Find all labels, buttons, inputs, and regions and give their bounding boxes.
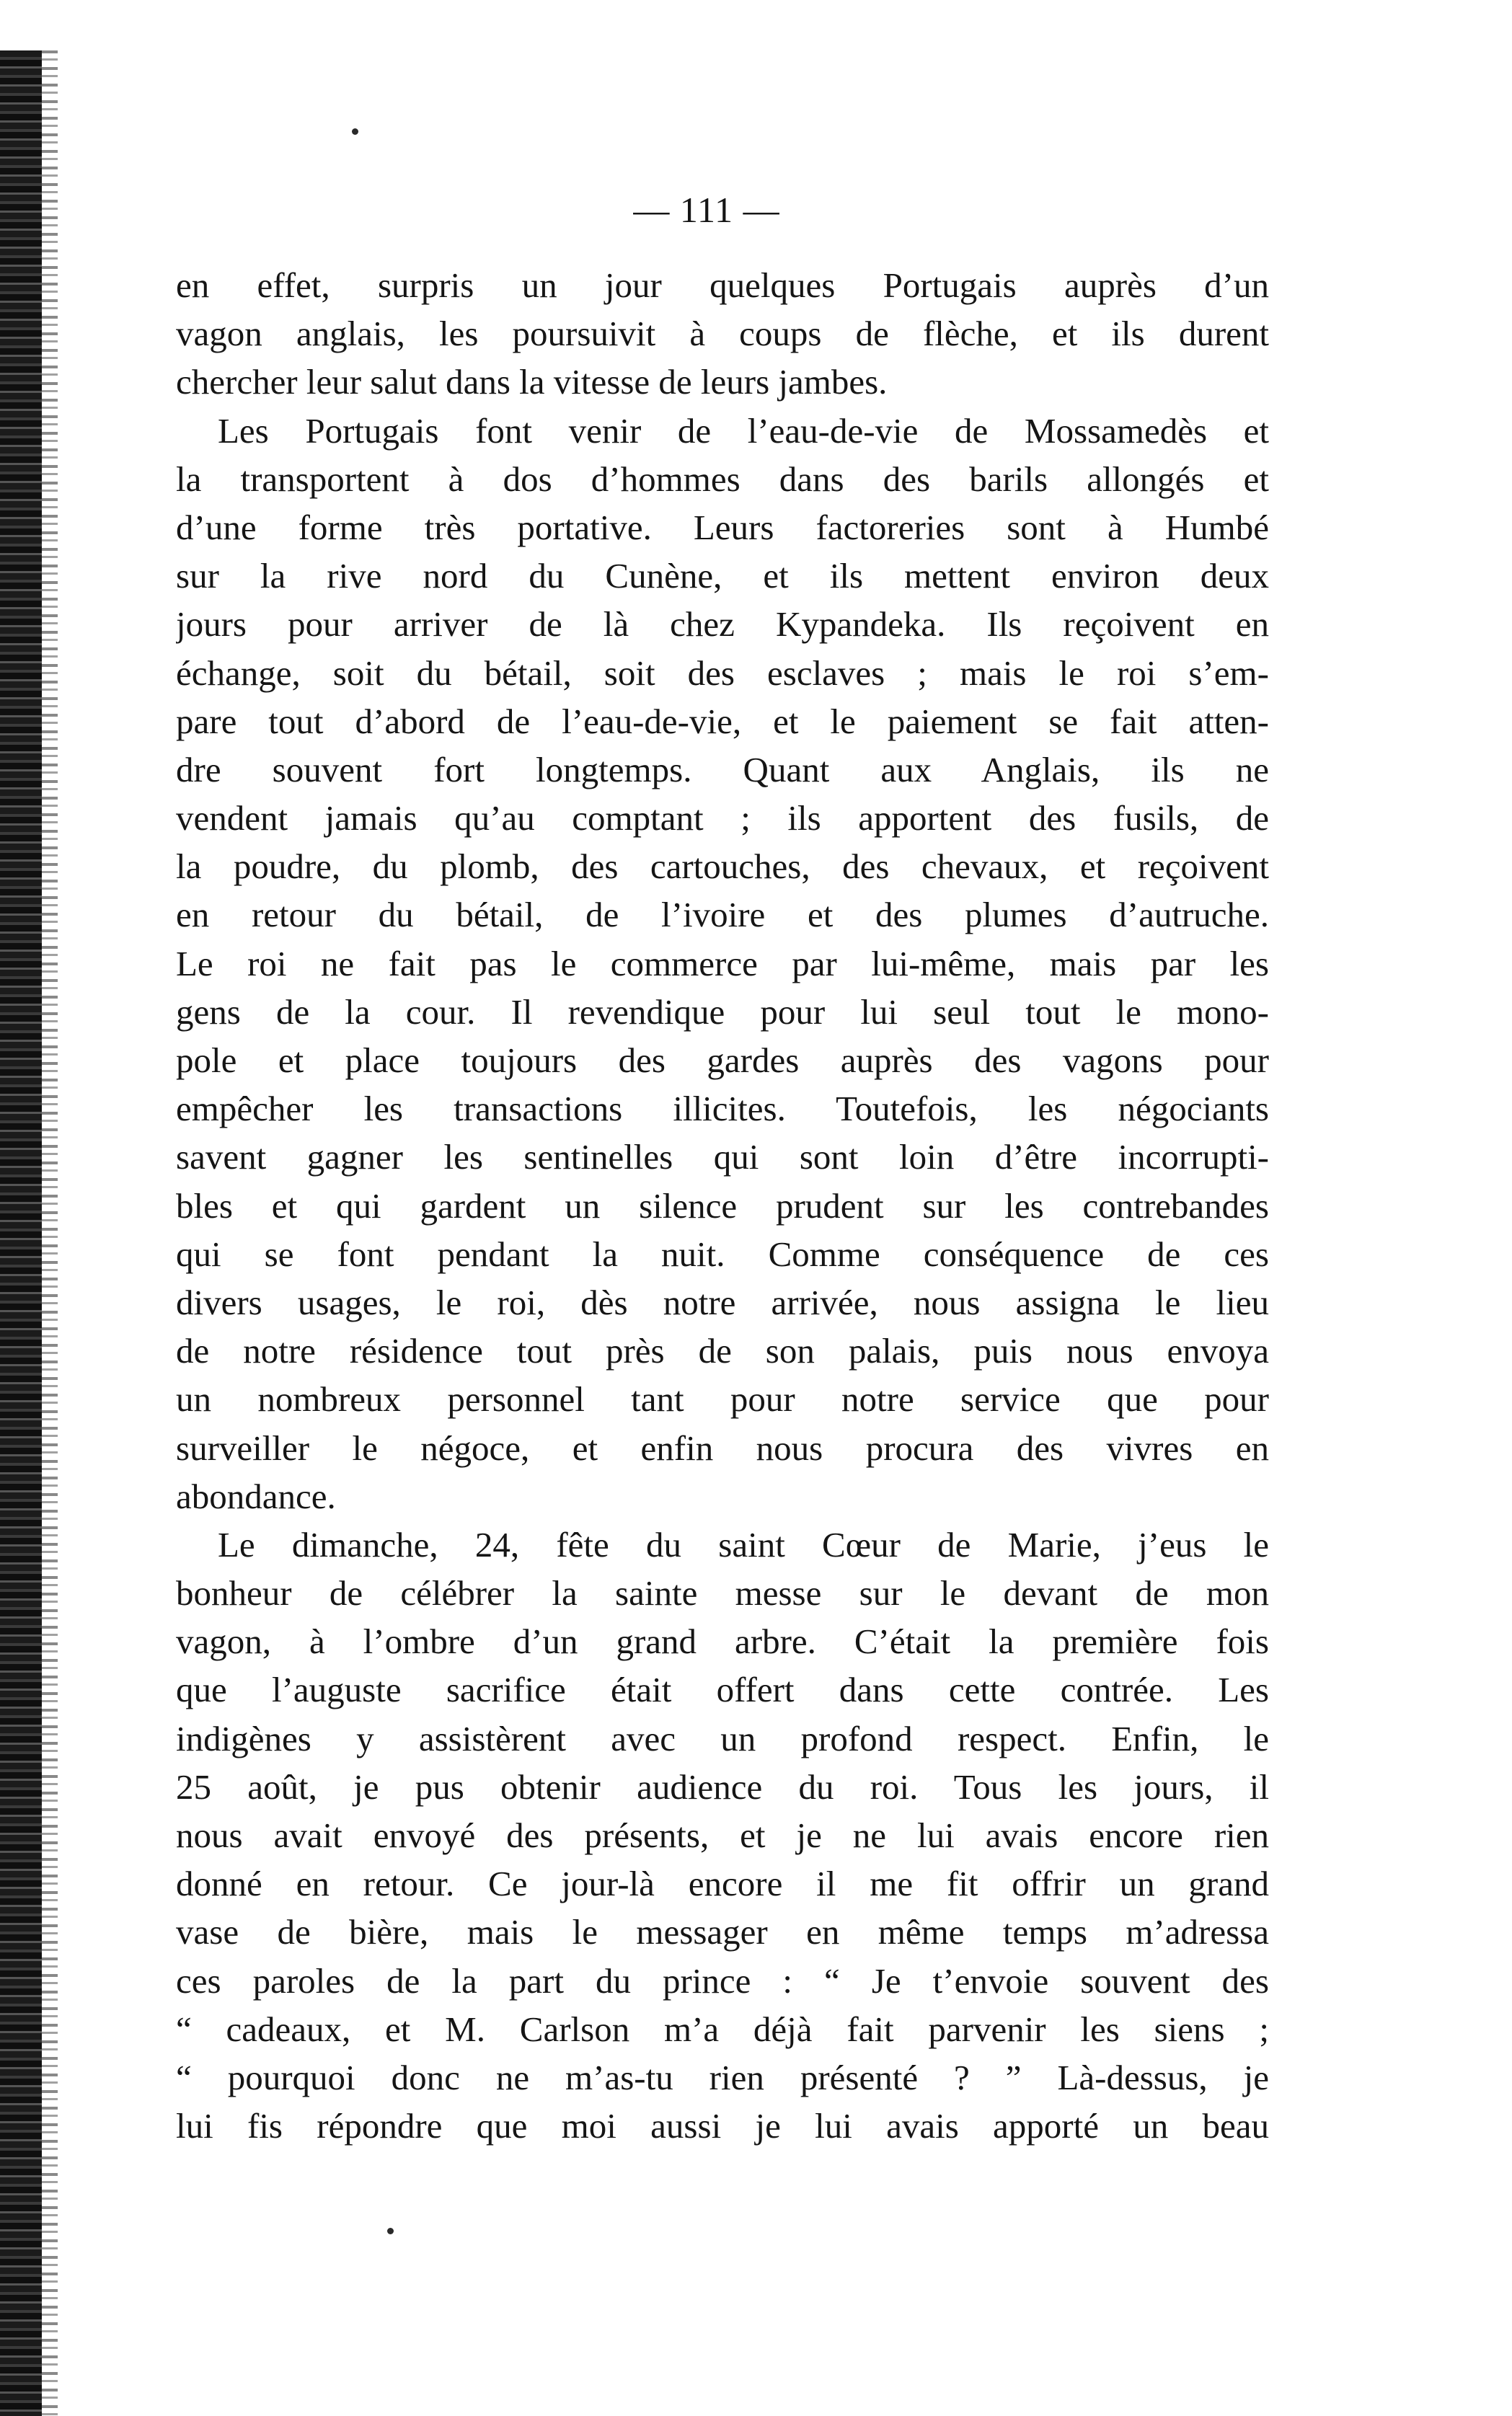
text-line: Le roi ne fait pas le commerce par lui-même, mais par les (176, 943, 1269, 983)
text-line: surveiller le négoce, et enfin nous procura des vivres en (176, 1428, 1269, 1468)
text-line: que l’auguste sacrifice était offert dans cette contrée. Les (176, 1670, 1269, 1710)
text-line: “ pourquoi donc ne m’as-tu rien présenté ? ” Là-dessus, je (176, 2057, 1269, 2097)
text-line: vagon anglais, les poursuivit à coups de flèche, et ils durent (176, 314, 1269, 354)
text-line: chercher leur salut dans la vitesse de leurs jambes. (176, 362, 888, 402)
ink-speck (387, 2228, 394, 2234)
text-line: d’une forme très portative. Leurs factoreries sont à Humbé (176, 507, 1269, 547)
text-line: pole et place toujours des gardes auprès des vagons pour (176, 1040, 1269, 1080)
body-text (176, 261, 1269, 2150)
text-line: vase de bière, mais le messager en même temps m’adressa (176, 1912, 1269, 1952)
ink-speck (352, 128, 358, 135)
paragraph-start-line: Le dimanche, 24, fête du saint Cœur de Marie, j’eus le (218, 1524, 1269, 1565)
text-line: en effet, surpris un jour quelques Portugais auprès d’un (176, 265, 1269, 305)
text-line: indigènes y assistèrent avec un profond respect. Enfin, le (176, 1718, 1269, 1758)
text-line: divers usages, le roi, dès notre arrivée, nous assigna le lieu (176, 1282, 1269, 1322)
text-line: en retour du bétail, de l’ivoire et des plumes d’autruche. (176, 895, 1269, 935)
text-line: donné en retour. Ce jour-là encore il me fit offrir un grand (176, 1864, 1269, 1904)
text-line: vendent jamais qu’au comptant ; ils apportent des fusils, de (176, 798, 1269, 838)
text-line: sur la rive nord du Cunène, et ils mettent environ deux (176, 556, 1269, 596)
text-line: savent gagner les sentinelles qui sont loin d’être incorrupti- (176, 1137, 1269, 1177)
text-line: qui se font pendant la nuit. Comme conséquence de ces (176, 1234, 1269, 1274)
text-line: empêcher les transactions illicites. Toutefois, les négociants (176, 1089, 1269, 1129)
text-line: nous avait envoyé des présents, et je ne lui avais encore rien (176, 1815, 1269, 1855)
text-line: jours pour arriver de là chez Kypandeka. Ils reçoivent en (176, 604, 1269, 645)
text-line: ces paroles de la part du prince : “ Je t’envoie souvent des (176, 1960, 1269, 2001)
page-number: — 111 — (633, 190, 780, 230)
text-line: 25 août, je pus obtenir audience du roi. Tous les jours, il (176, 1766, 1269, 1807)
text-line: échange, soit du bétail, soit des esclaves ; mais le roi s’em- (176, 652, 1269, 693)
text-line: gens de la cour. Il revendique pour lui seul tout le mono- (176, 991, 1269, 1032)
text-line: la transportent à dos d’hommes dans des barils allongés et (176, 459, 1269, 499)
text-line: bles et qui gardent un silence prudent sur les contrebandes (176, 1185, 1269, 1226)
text-line: pare tout d’abord de l’eau-de-vie, et le paiement se fait atten- (176, 701, 1269, 741)
text-line: la poudre, du plomb, des cartouches, des chevaux, et reçoivent (176, 846, 1269, 887)
text-line: bonheur de célébrer la sainte messe sur le devant de mon (176, 1573, 1269, 1614)
paragraph-start-line: Les Portugais font venir de l’eau-de-vie de Mossamedès et (218, 410, 1269, 451)
text-line: “ cadeaux, et M. Carlson m’a déjà fait parvenir les siens ; (176, 2009, 1269, 2049)
text-line: lui fis répondre que moi aussi je lui avais apporté un beau (176, 2106, 1269, 2146)
text-line: vagon, à l’ombre d’un grand arbre. C’était la première fois (176, 1621, 1269, 1662)
text-line: abondance. (176, 1476, 336, 1516)
scan-binding-edge (0, 50, 42, 2416)
text-line: un nombreux personnel tant pour notre service que pour (176, 1379, 1269, 1420)
text-line: dre souvent fort longtemps. Quant aux Anglais, ils ne (176, 749, 1269, 789)
text-line: de notre résidence tout près de son palais, puis nous envoya (176, 1331, 1269, 1371)
